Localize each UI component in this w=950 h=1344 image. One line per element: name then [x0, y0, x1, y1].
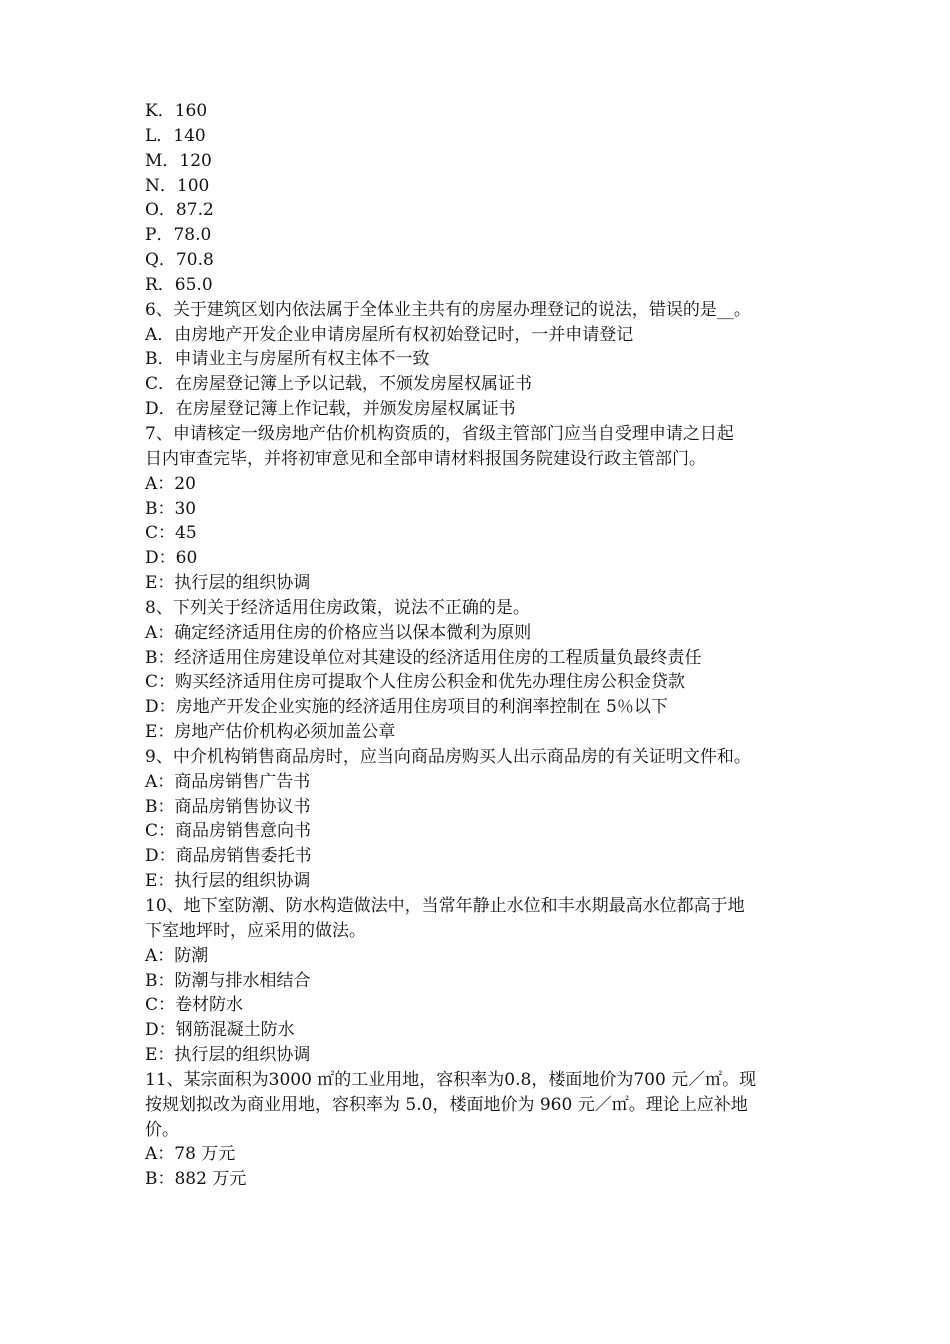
q10-option-e: E：执行层的组织协调	[145, 1045, 311, 1066]
q7-option-d: D：60	[145, 548, 198, 569]
option-m: M．120	[145, 150, 212, 171]
question-11-line-3: 价。	[145, 1119, 179, 1140]
option-p: P．78.0	[145, 225, 212, 246]
q9-option-e: E：执行层的组织协调	[145, 871, 311, 892]
q6-option-b: B．申请业主与房屋所有权主体不一致	[145, 349, 430, 370]
q10-option-c: C：卷材防水	[145, 995, 244, 1016]
option-o: O．87.2	[145, 200, 214, 221]
q9-option-c: C：商品房销售意向书	[145, 821, 312, 842]
q7-option-c: C：45	[145, 523, 197, 544]
q11-option-b: B：882 万元	[145, 1169, 247, 1190]
q10-option-a: A：防潮	[145, 945, 209, 966]
q10-option-d: D：钢筋混凝土防水	[145, 1020, 295, 1041]
option-l: L．140	[145, 125, 206, 146]
q6-option-d: D．在房屋登记簿上作记载，并颁发房屋权属证书	[145, 399, 516, 420]
q8-option-e: E：房地产估价机构必须加盖公章	[145, 722, 396, 743]
q8-option-a: A：确定经济适用住房的价格应当以保本微利为原则	[145, 622, 532, 643]
question-8: 8、下列关于经济适用住房政策，说法不正确的是。	[145, 597, 530, 618]
option-n: N．100	[145, 175, 210, 196]
option-r: R．65.0	[145, 274, 213, 295]
q9-option-b: B：商品房销售协议书	[145, 796, 311, 817]
q9-option-d: D：商品房销售委托书	[145, 846, 312, 867]
question-10-line-1: 10、地下室防潮、防水构造做法中，当常年静止水位和丰水期最高水位都高于地	[145, 896, 745, 916]
document-body	[145, 99, 810, 1192]
q7-option-b: B：30	[145, 498, 197, 519]
q8-option-c: C：购买经济适用住房可提取个人住房公积金和优先办理住房公积金贷款	[145, 672, 686, 693]
q11-option-a: A：78 万元	[145, 1144, 236, 1165]
question-11-line-1: 11、某宗面积为3000 ㎡的工业用地，容积率为0.8，楼面地价为700 元／㎡。现	[145, 1069, 757, 1090]
q6-option-a: A．由房地产开发企业申请房屋所有权初始登记时，一并申请登记	[145, 324, 634, 345]
option-k: K．160	[145, 101, 208, 121]
q7-option-e: E：执行层的组织协调	[145, 573, 311, 594]
q10-option-b: B：防潮与排水相结合	[145, 970, 311, 991]
question-7-line-1: 7、申请核定一级房地产估价机构资质的，省级主管部门应当自受理申请之日起	[145, 423, 734, 444]
q8-option-d: D：房地产开发企业实施的经济适用住房项目的利润率控制在 5％以下	[145, 697, 668, 718]
question-6: 6、关于建筑区划内依法属于全体业主共有的房屋办理登记的说法，错误的是__。	[145, 299, 751, 320]
q6-option-c: C．在房屋登记簿上予以记载，不颁发房屋权属证书	[145, 374, 533, 395]
question-11-line-2: 按规划拟改为商业用地，容积率为 5.0，楼面地价为 960 元／㎡。理论上应补地	[145, 1094, 748, 1115]
question-9: 9、中介机构销售商品房时，应当向商品房购买人出示商品房的有关证明文件和。	[145, 746, 751, 767]
option-q: Q．70.8	[145, 250, 214, 271]
q7-option-a: A：20	[145, 473, 196, 494]
question-7-line-2: 日内审查完毕，并将初审意见和全部申请材料报国务院建设行政主管部门。	[145, 448, 706, 469]
q8-option-b: B：经济适用住房建设单位对其建设的经济适用住房的工程质量负最终责任	[145, 647, 702, 668]
q9-option-a: A：商品房销售广告书	[145, 771, 311, 792]
question-10-line-2: 下室地坪时，应采用的做法。	[145, 920, 366, 941]
